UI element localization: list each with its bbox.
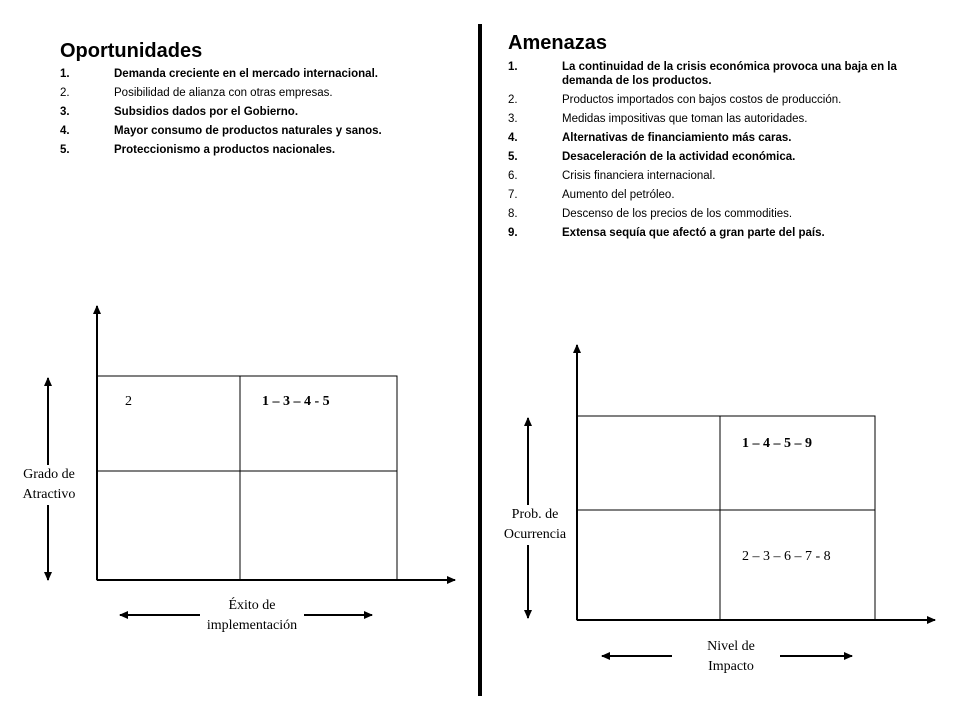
left-cell-top-left: 2 (125, 394, 132, 409)
left-y-label-line1: Grado de (23, 467, 75, 482)
left-x-label-line2: implementación (206, 618, 298, 633)
right-y-label-line1: Prob. de (511, 507, 559, 522)
list-item-number: 6. (508, 170, 518, 182)
right-x-label-line1: Nivel de (707, 639, 755, 654)
list-item-number: 3. (60, 106, 70, 118)
list-item-number: 4. (508, 132, 518, 144)
list-item-text: Crisis financiera internacional. (562, 170, 716, 182)
left-y-label (14, 465, 84, 505)
list-item-number: 2. (60, 87, 70, 99)
list-item-number: 1. (60, 68, 70, 80)
list-item-text: Desaceleración de la actividad económica. (562, 151, 796, 163)
right-y-label (494, 505, 576, 545)
left-matrix-box (97, 376, 397, 580)
list-item-text: Medidas impositivas que toman las autoridades. (562, 113, 808, 125)
list-item-number: 2. (508, 94, 518, 106)
list-item-number: 8. (508, 208, 518, 220)
list-item-text: Aumento del petróleo. (562, 189, 675, 201)
left-cell-top-right: 1 – 3 – 4 - 5 (262, 394, 330, 409)
list-item-text: Alternativas de financiamiento más caras. (562, 132, 792, 144)
list-item-text: La continuidad de la crisis económica provoca una baja en la demanda de los productos. (562, 61, 897, 87)
left-y-label-line2: Atractivo (22, 487, 76, 502)
left-x-label-line1: Éxito de (228, 598, 276, 613)
left-x-label (200, 596, 304, 636)
right-x-label-line2: Impacto (708, 659, 754, 674)
right-matrix-box (577, 416, 875, 620)
list-item-number: 9. (508, 227, 518, 239)
list-item-text: Posibilidad de alianza con otras empresas. (114, 87, 333, 99)
right-cell-top-right: 1 – 4 – 5 – 9 (742, 436, 812, 451)
right-y-label-line2: Ocurrencia (503, 527, 567, 542)
list-item-text: Productos importados con bajos costos de producción. (562, 94, 842, 106)
list-item-text: Demanda creciente en el mercado internacional. (114, 68, 378, 80)
oportunidades-title: Oportunidades (60, 40, 203, 62)
list-item-number: 4. (60, 125, 70, 137)
list-item-text: Subsidios dados por el Gobierno. (114, 106, 299, 118)
list-item-number: 1. (508, 61, 518, 73)
right-x-label (688, 637, 774, 677)
list-item-text: Descenso de los precios de los commodities. (562, 208, 793, 220)
list-item-text: Proteccionismo a productos nacionales. (114, 144, 336, 156)
list-item-text: Mayor consumo de productos naturales y sanos. (114, 125, 382, 137)
list-item-text: Extensa sequía que afectó a gran parte del país. (562, 227, 825, 239)
right-cell-bottom-right: 2 – 3 – 6 – 7 - 8 (742, 549, 831, 564)
list-item-number: 7. (508, 189, 518, 201)
amenazas-title: Amenazas (508, 32, 607, 54)
list-item-number: 3. (508, 113, 518, 125)
list-item-number: 5. (508, 151, 518, 163)
list-item-number: 5. (60, 144, 70, 156)
